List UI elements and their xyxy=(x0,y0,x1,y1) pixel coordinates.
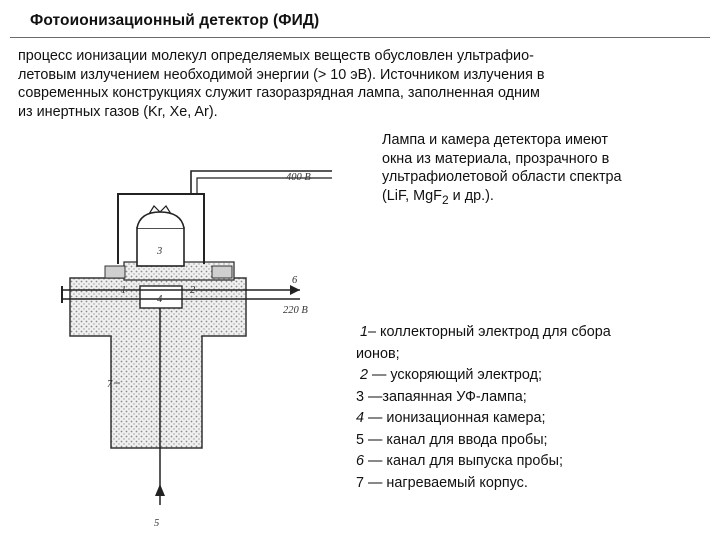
legend-item xyxy=(356,451,706,473)
intro-line: современных конструкциях служит газоразрядная лампа, заполненная одним xyxy=(18,85,540,101)
label-5: 5 xyxy=(154,518,160,529)
uv-lamp-cap xyxy=(137,212,184,228)
note-line: Лампа и камера детектора имеют xyxy=(382,132,608,148)
note-line: окна из материала, прозрачного в xyxy=(382,150,610,167)
legend-num: 5 xyxy=(356,431,365,448)
legend-item xyxy=(356,408,706,430)
label-1: 1 xyxy=(121,285,127,296)
intro-line: из инертных газов (Kr, Xe, Ar). xyxy=(18,103,218,120)
label-6: 6 xyxy=(292,275,298,286)
intro-line: летовым излучением необходимой энергии (> 10 эВ). Источником излучения в xyxy=(18,66,545,83)
note-line: ультрафиолетовой области спектра xyxy=(382,169,622,185)
legend-num: 3 xyxy=(356,388,365,405)
legend-item xyxy=(356,365,706,387)
legend-item xyxy=(356,430,706,452)
legend-num: 2 xyxy=(360,367,369,383)
high-voltage-lead-2 xyxy=(197,178,332,194)
legend-text: —запаянная УФ-лампа; xyxy=(364,388,527,405)
inlet-arrow xyxy=(155,484,165,496)
right-nut xyxy=(212,266,232,278)
legend-text: — ионизационная камера; xyxy=(364,410,546,426)
page-title: Фотоионизационный детектор (ФИД) xyxy=(30,12,320,29)
legend-num: 4 xyxy=(356,410,365,426)
left-nut xyxy=(105,266,125,278)
legend-item xyxy=(356,344,706,366)
legend-text: – коллекторный электрод для сбора xyxy=(368,324,611,340)
label-3: 3 xyxy=(157,246,163,257)
legend-text: — канал для ввода пробы; xyxy=(364,431,548,448)
high-voltage-lead xyxy=(191,171,332,194)
legend-text: — канал для выпуска пробы; xyxy=(364,453,563,469)
label-2: 2 xyxy=(190,285,196,296)
note-subscript: 2 xyxy=(441,192,449,207)
legend-item xyxy=(356,473,706,495)
legend-item xyxy=(356,387,706,409)
label-7: 7 xyxy=(107,379,113,390)
legend-list xyxy=(356,322,706,494)
legend-num: 6 xyxy=(356,453,365,469)
note-formula: (LiF, MgF xyxy=(382,187,442,204)
legend-item xyxy=(356,322,706,344)
intro-line: процесс ионизации молекул определяемых веществ обусловлен ультрафио- xyxy=(18,48,534,64)
legend-text: — нагреваемый корпус. xyxy=(364,474,528,491)
label-4: 4 xyxy=(157,294,163,305)
label-400v: 400 В xyxy=(286,172,311,183)
outlet-arrow xyxy=(290,285,300,295)
legend-num: 1 xyxy=(360,324,369,340)
legend-text: ионов; xyxy=(356,345,400,362)
label-220v: 220 В xyxy=(283,305,308,316)
legend-num: 7 xyxy=(356,474,365,491)
legend-text: — ускоряющий электрод; xyxy=(368,367,542,383)
note-tail: и др.). xyxy=(448,187,494,204)
